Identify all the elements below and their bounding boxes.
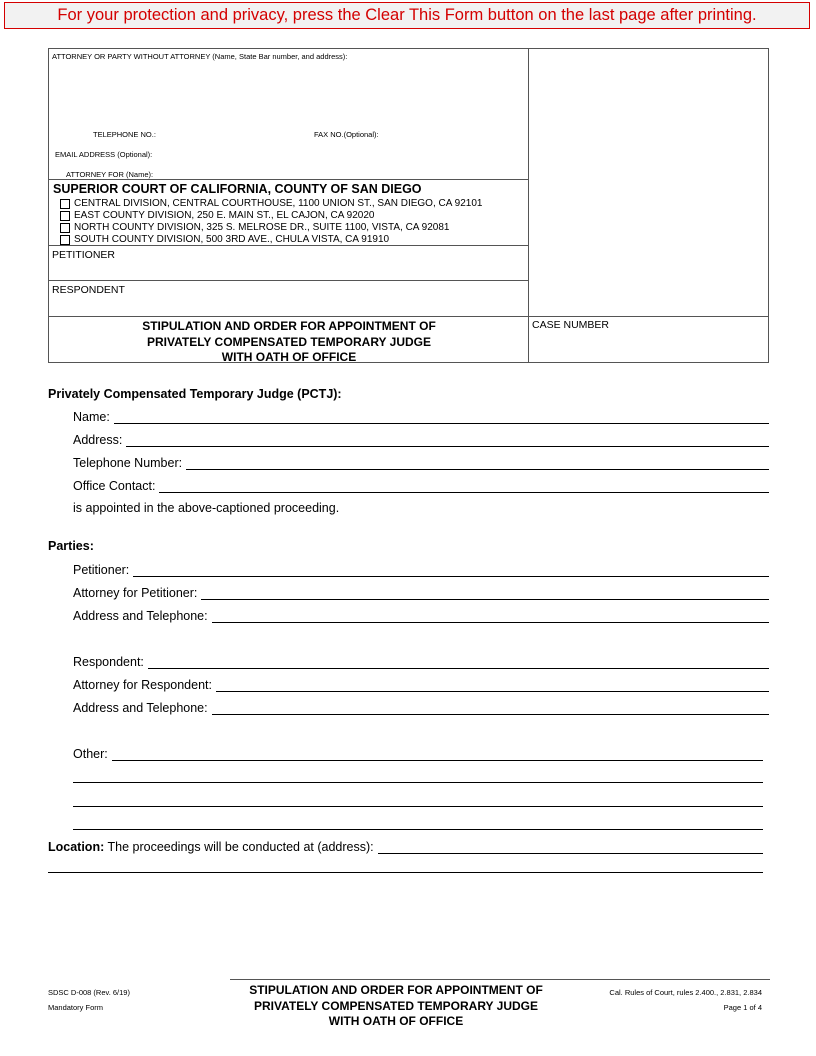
attorney-petitioner-label: Attorney for Petitioner: xyxy=(73,586,198,600)
attorney-respondent-label: Attorney for Respondent: xyxy=(73,678,212,692)
south-division-checkbox[interactable] xyxy=(60,235,70,245)
attorney-box[interactable] xyxy=(49,49,529,180)
form-title xyxy=(49,319,529,366)
east-division-checkbox[interactable] xyxy=(60,211,70,221)
respondent-box[interactable] xyxy=(49,281,529,316)
attorney-respondent-field[interactable] xyxy=(73,675,769,692)
attorney-label: ATTORNEY OR PARTY WITHOUT ATTORNEY (Name, State Bar number, and address): xyxy=(52,52,348,61)
pctj-telephone-field[interactable] xyxy=(73,453,769,470)
attorney-respondent-line[interactable] xyxy=(216,677,769,692)
division-label: SOUTH COUNTY DIVISION, 500 3RD AVE., CHULA VISTA, CA 91910 xyxy=(74,234,390,245)
respondent-address-label: Address and Telephone: xyxy=(73,701,208,715)
caption-title-row xyxy=(49,316,768,364)
division-label: CENTRAL DIVISION, CENTRAL COURTHOUSE, 1100 UNION ST., SAN DIEGO, CA 92101 xyxy=(74,198,483,209)
division-label: NORTH COUNTY DIVISION, 325 S. MELROSE DR., SUITE 1100, VISTA, CA 92081 xyxy=(74,222,450,233)
petitioner-box[interactable] xyxy=(49,246,529,281)
other-field[interactable] xyxy=(73,744,763,761)
parties-heading: Parties: xyxy=(48,539,94,553)
privacy-banner: For your protection and privacy, press the Clear This Form button on the last page after printing. xyxy=(4,2,810,29)
division-south[interactable] xyxy=(60,234,389,245)
pctj-telephone-label: Telephone Number: xyxy=(73,456,183,470)
attorney-petitioner-field[interactable] xyxy=(73,583,769,600)
division-east[interactable] xyxy=(60,210,374,221)
pctj-address-label: Address: xyxy=(73,433,123,447)
form-number: SDSC D-008 (Rev. 6/19) xyxy=(48,988,130,997)
petitioner-label: PETITIONER xyxy=(52,249,116,261)
location-field[interactable] xyxy=(48,837,763,854)
petitioner-field[interactable] xyxy=(73,560,769,577)
case-number-label: CASE NUMBER xyxy=(532,319,610,331)
pctj-address-line[interactable] xyxy=(126,432,769,447)
other-line[interactable] xyxy=(112,746,763,761)
division-north[interactable] xyxy=(60,222,450,233)
division-central[interactable] xyxy=(60,198,482,209)
footer-rule xyxy=(230,979,770,980)
footer-title-line: PRIVATELY COMPENSATED TEMPORARY JUDGE xyxy=(253,998,539,1013)
respondent-field-label: Respondent: xyxy=(73,655,144,669)
pctj-name-label: Name: xyxy=(73,410,110,424)
footer-title-line: STIPULATION AND ORDER FOR APPOINTMENT OF xyxy=(249,983,543,997)
form-title-line: STIPULATION AND ORDER FOR APPOINTMENT OF xyxy=(142,319,436,333)
footer-title xyxy=(226,983,566,1030)
north-division-checkbox[interactable] xyxy=(60,223,70,233)
respondent-address-line[interactable] xyxy=(212,700,769,715)
other-line-4[interactable] xyxy=(73,829,763,830)
other-line-3[interactable] xyxy=(73,806,763,807)
respondent-label: RESPONDENT xyxy=(52,284,125,296)
rules-of-court: Cal. Rules of Court, rules 2.400., 2.831, 2.834 xyxy=(609,988,762,997)
attorney-for-label: ATTORNEY FOR (Name): xyxy=(66,170,154,179)
fax-label: FAX NO.(Optional): xyxy=(314,130,379,139)
pctj-office-line[interactable] xyxy=(159,478,769,493)
page-number: Page 1 of 4 xyxy=(723,1003,762,1012)
location-line[interactable] xyxy=(378,839,763,854)
respondent-address-field[interactable] xyxy=(73,698,769,715)
pctj-name-field[interactable] xyxy=(73,407,769,424)
location-bold-label: Location: xyxy=(48,840,105,854)
appointed-text: is appointed in the above-captioned proceeding. xyxy=(73,501,340,515)
pctj-address-field[interactable] xyxy=(73,430,769,447)
respondent-line[interactable] xyxy=(148,654,769,669)
central-division-checkbox[interactable] xyxy=(60,199,70,209)
footer-title-line: WITH OATH OF OFFICE xyxy=(328,1014,464,1028)
petitioner-address-label: Address and Telephone: xyxy=(73,609,208,623)
division-label: EAST COUNTY DIVISION, 250 E. MAIN ST., EL CAJON, CA 92020 xyxy=(74,210,375,221)
form-title-line: PRIVATELY COMPENSATED TEMPORARY JUDGE xyxy=(146,334,432,349)
other-line-2[interactable] xyxy=(73,782,763,783)
court-name: SUPERIOR COURT OF CALIFORNIA, COUNTY OF SAN DIEGO xyxy=(53,182,422,196)
email-label: EMAIL ADDRESS (Optional): xyxy=(55,150,153,159)
petitioner-address-line[interactable] xyxy=(212,608,769,623)
caption-box xyxy=(48,48,769,363)
petitioner-line[interactable] xyxy=(133,562,769,577)
pctj-telephone-line[interactable] xyxy=(186,455,769,470)
pctj-office-label: Office Contact: xyxy=(73,479,156,493)
location-label-group xyxy=(48,840,374,854)
attorney-petitioner-line[interactable] xyxy=(201,585,769,600)
location-text: The proceedings will be conducted at (address): xyxy=(104,840,374,854)
form-title-line: WITH OATH OF OFFICE xyxy=(221,350,357,364)
location-line-2[interactable] xyxy=(48,872,763,873)
other-label: Other: xyxy=(73,747,108,761)
court-box xyxy=(49,180,529,246)
petitioner-address-field[interactable] xyxy=(73,606,769,623)
petitioner-field-label: Petitioner: xyxy=(73,563,130,577)
mandatory-form: Mandatory Form xyxy=(48,1003,104,1012)
pctj-heading: Privately Compensated Temporary Judge (PCTJ): xyxy=(48,387,342,401)
pctj-office-field[interactable] xyxy=(73,476,769,493)
respondent-field[interactable] xyxy=(73,652,769,669)
pctj-name-line[interactable] xyxy=(114,409,769,424)
telephone-label: TELEPHONE NO.: xyxy=(93,130,156,139)
